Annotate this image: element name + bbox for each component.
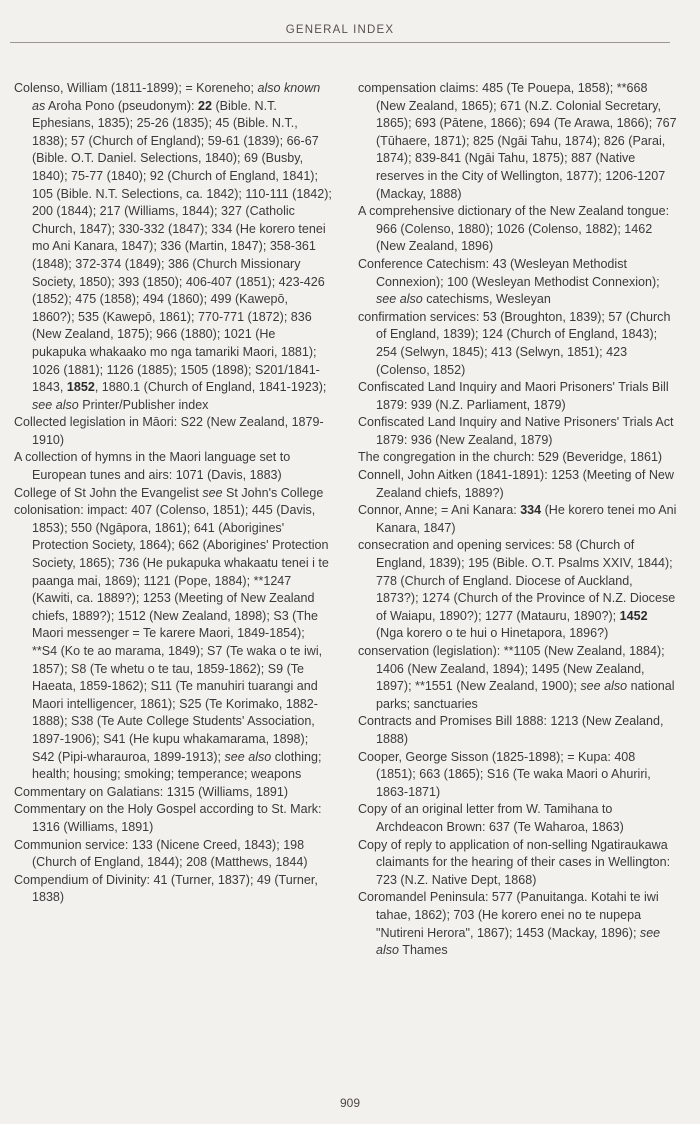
index-column-right [358, 80, 678, 960]
entry-text: (Bible. N.T. Ephesians, 1835); 25-26 (1835); 45 (Bible. N.T., 1838); 57 (Church of England); 59-61 (1839); 66-67 (Bible. O.T. Daniel. Selections, 1840); 69 (Busby, 1840); 75-77 (1840); 92 (Church of England, 1841); 105 (Bible. N.T. Selections, ca. 1842); 110-111 (1842); 200 (1844); 217 (Williams, 1844); 327 (Catholic Church, 1847); 330-332 (1847); 334 (He korero tenei mo Ani Kanara, 1847); 336 (Martin, 1847); 358-361 (1848); 372-374 (1849); 386 (Church Missionary Society, 1850); 393 (1850); 406-407 (1851); 423-426 (1852); 475 (1858); 494 (1860); 499 (Kawepō, 1860?); 535 (Kawepō, 1861); 770-771 (1872); 836 (New Zealand, 1875); 966 (1880); 1021 (He pukapuka whakaako mo nga tamariki Maori, 1881); 1026 (1881); 1126 (1885); 1505 (1898); S201/1841-1843, [32, 98, 332, 395]
index-entry [14, 414, 332, 449]
entry-text: clothing; health; housing; smoking; temperance; weapons [32, 749, 322, 782]
cross-reference-term: also known as [32, 81, 321, 113]
entry-text: Cooper, George Sisson (1825-1898); = Kupa: 408 (1851); 663 (1865); S16 (Te waka Maori o Ahuriri, 1863-1871) [358, 749, 651, 799]
entry-text: Commentary on the Holy Gospel according to St. Mark: 1316 (Williams, 1891) [14, 802, 322, 834]
index-entry [358, 502, 678, 537]
entry-text: (Nga korero o te hui o Hinetapora, 1896?) [376, 626, 609, 641]
bold-page-reference: 1452 [619, 608, 648, 623]
bold-page-reference: 22 [198, 98, 212, 113]
entry-text: Colenso, William (1811-1899); = Koreneho; [14, 81, 258, 95]
index-entry [358, 643, 678, 713]
index-entry [358, 309, 678, 379]
index-entry [358, 713, 678, 748]
bold-page-reference: 334 [520, 503, 542, 518]
entry-text: Printer/Publisher index [78, 397, 209, 412]
header-rule [10, 42, 670, 43]
entry-text: compensation claims: 485 (Te Pouepa, 1858); **668 (New Zealand, 1865); 671 (N.Z. Colonial Secretary, 1865); 693 (Pātene, 1866); 694 (Te Arawa, 1866); 767 (Tūhaere, 1871); 825 (Ngāi Tahu, 1874); 826 (Parai, 1874); 839-841 (Ngāi Tahu, 1875); 887 (Native reserves in the City of Wellington, 1877); 1206-1207 (Mackay, 1888) [358, 81, 677, 201]
entry-text: Compendium of Divinity: 41 (Turner, 1837); 49 (Turner, 1838) [14, 872, 318, 905]
index-entry [358, 889, 678, 959]
index-entry [358, 379, 678, 414]
entry-text: Collected legislation in Māori: S22 (New Zealand, 1879-1910) [14, 415, 324, 447]
index-entry [358, 749, 678, 802]
entry-text: Conference Catechism: 43 (Wesleyan Methodist Connexion); 100 (Wesleyan Methodist Connexion); [358, 256, 660, 289]
index-entry [14, 502, 332, 784]
index-entry [358, 449, 678, 467]
cross-reference-term: see also [580, 679, 628, 694]
running-header: GENERAL INDEX [285, 24, 395, 36]
entry-text: Coromandel Peninsula: 577 (Panuitanga. Kotahi te iwi tahae, 1862); 703 (He korero enei no te nupepa "Nutireni Herora", 1867); 1453 (Mackay, 1896); [358, 890, 659, 940]
entry-text: Aroha Pono (pseudonym): [45, 98, 199, 113]
entry-text: Thames [399, 943, 448, 958]
cross-reference-term: see also [376, 925, 661, 958]
entry-text: Copy of an original letter from W. Tamihana to Archdeacon Brown: 637 (Te Waharoa, 1863) [358, 802, 624, 834]
entry-text: A collection of hymns in the Maori language set to European tunes and airs: 1071 (Davis, 1883) [14, 450, 291, 483]
entry-text: national parks; sanctuaries [376, 679, 675, 711]
index-entry [14, 485, 332, 503]
cross-reference-term: see also [376, 292, 423, 307]
index-entry [358, 467, 678, 502]
entry-text: Confiscated Land Inquiry and Native Prisoners' Trials Act 1879: 936 (New Zealand, 1879) [358, 415, 674, 447]
page-number: 909 [339, 1096, 361, 1110]
entry-text: College of St John the Evangelist [14, 485, 203, 500]
cross-reference-term: see also [224, 749, 272, 764]
index-entry [358, 537, 678, 643]
index-entry [14, 80, 332, 414]
entry-text: consecration and opening services: 58 (Church of England, 1839); 195 (Bible. O.T. Psalms XXIV, 1844); 778 (Church of England. Diocese of Auckland, 1873?); 1274 (Church of the Province of N.Z. Diocese of Waiapu, 1890?); 1277 (Matauru, 1890?); [358, 538, 676, 623]
entry-text: The congregation in the church: 529 (Beveridge, 1861) [358, 450, 663, 465]
index-entry [358, 837, 678, 890]
bold-page-reference: 1852 [66, 380, 95, 395]
index-entry [14, 784, 332, 802]
index-entry [14, 801, 332, 836]
index-entry [14, 837, 332, 872]
entry-text: Contracts and Promises Bill 1888: 1213 (New Zealand, 1888) [358, 714, 664, 746]
entry-text: colonisation: impact: 407 (Colenso, 1851); 445 (Davis, 1853); 550 (Ngāpora, 1861); 641 (Aborigines' Protection Society, 1864); 662 (Aborigines' Protection Society, 1865); 736 (He pukapuka whakaatu tenei i te paanga mai, 1869); 1121 (Pope, 1884); **1247 (Kawiti, ca. 1889?); 1253 (Meeting of New Zealand chiefs, 1889?); 1512 (New Zealand, 1898); S3 (The Maori messenger = Te karere Maori, 1849-1854); **S4 (Ko te ao marama, 1849); S7 (Te waka o te iwi, 1857); S8 (Te whetu o te tau, 1859-1862); S9 (Te Haeata, 1859-1862); S11 (Te manuhiri tuarangi and Maori intelligencer, 1861); S25 (Te Korimako, 1882-1888); S38 (Te Aute College Students' Association, 1897-1906); S41 (He kupu whakamarama, 1898); S42 (Pipi-wharauroa, 1899-1913); [14, 503, 329, 764]
entry-text: Commentary on Galatians: 1315 (Williams, 1891) [14, 784, 289, 799]
entry-text: Communion service: 133 (Nicene Creed, 1843); 198 (Church of England, 1844); 208 (Matthews, 1844) [14, 837, 308, 870]
index-entry [14, 872, 332, 907]
cross-reference-term: see also [32, 397, 79, 412]
entry-text: A comprehensive dictionary of the New Zealand tongue: 966 (Colenso, 1880); 1026 (Colenso, 1882); 1462 (New Zealand, 1896) [358, 204, 670, 254]
entry-text: Confiscated Land Inquiry and Maori Prisoners' Trials Bill 1879: 939 (N.Z. Parliament, 1879) [358, 380, 669, 412]
index-entry [358, 414, 678, 449]
entry-text: St John's College [222, 485, 324, 500]
cross-reference-term: see [202, 485, 223, 500]
entry-text: Connell, John Aitken (1841-1891): 1253 (Meeting of New Zealand chiefs, 1889?) [358, 468, 674, 500]
entry-text: catechisms, Wesleyan [422, 292, 551, 307]
entry-text: Connor, Anne; = Ani Kanara: [358, 503, 521, 518]
entry-text: , 1880.1 (Church of England, 1841-1923); [94, 380, 327, 395]
index-entry [358, 203, 678, 256]
index-entry [358, 80, 678, 203]
entry-text: Copy of reply to application of non-selling Ngatiraukawa claimants for the hearing of their cases in Wellington: 723 (N.Z. Native Dept, 1868) [358, 837, 671, 887]
entry-text: (He korero tenei mo Ani Kanara, 1847) [376, 503, 677, 535]
index-entry [358, 256, 678, 309]
entry-text: conservation (legislation): **1105 (New Zealand, 1884); 1406 (New Zealand, 1894); 1495 (New Zealand, 1897); **1551 (New Zealand, 1900); [358, 644, 665, 694]
index-entry [14, 449, 332, 484]
index-entry [358, 801, 678, 836]
index-column-left [14, 80, 332, 907]
entry-text: confirmation services: 53 (Broughton, 1839); 57 (Church of England, 1839); 124 (Church of England, 1843); 254 (Selwyn, 1845); 413 (Selwyn, 1851); 423 (Colenso, 1852) [358, 309, 671, 377]
